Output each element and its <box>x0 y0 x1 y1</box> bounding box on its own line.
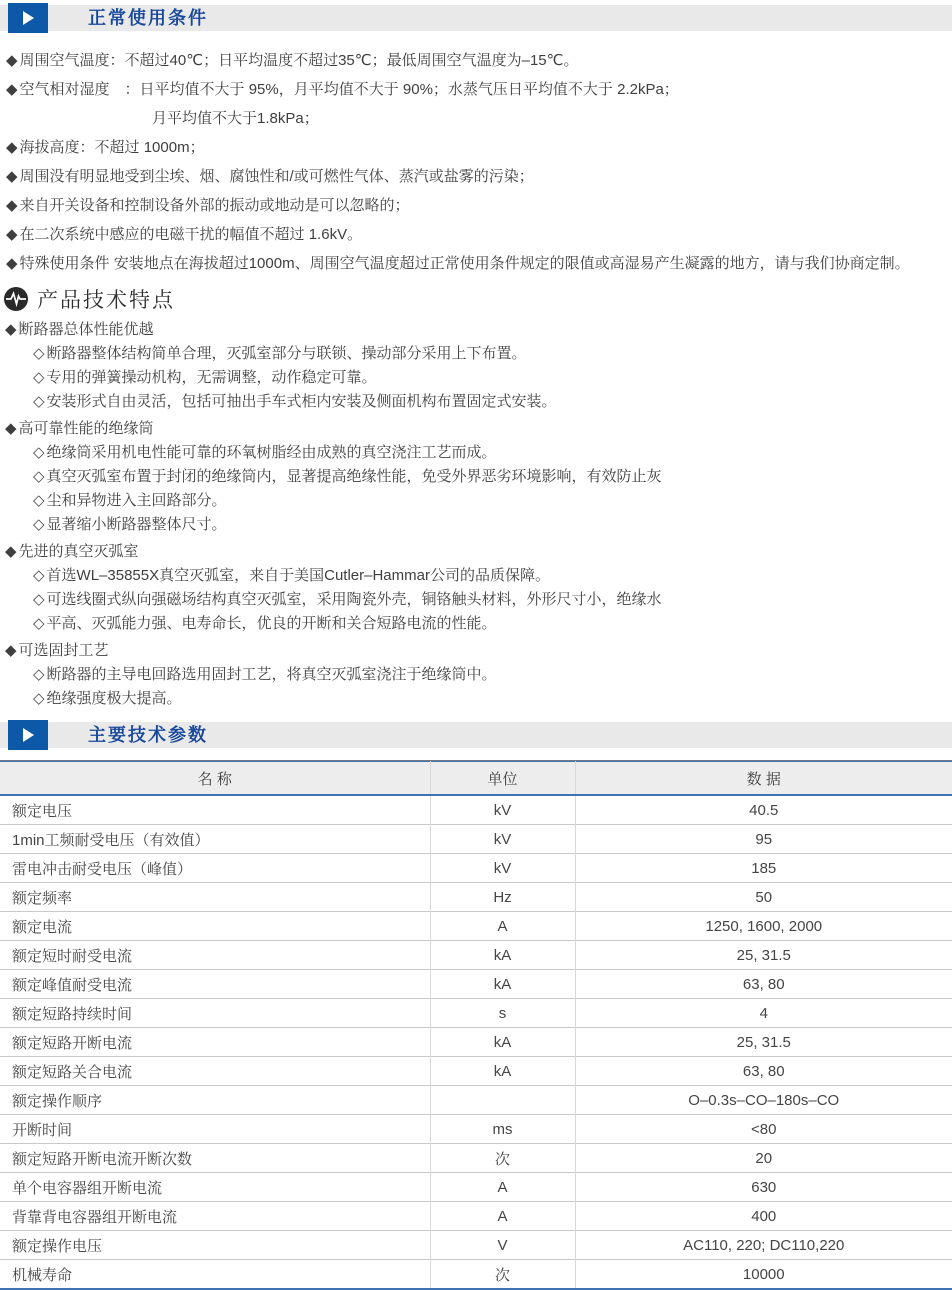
cell-data: 25, 31.5 <box>575 1028 952 1057</box>
cell-data: <80 <box>575 1115 952 1144</box>
feature-group-title: 断路器总体性能优越 <box>18 321 154 338</box>
cell-name: 单个电容器组开断电流 <box>0 1173 430 1202</box>
play-triangle-icon <box>23 11 34 25</box>
diamond-bullet-icon: ◆ <box>5 543 17 560</box>
condition-item <box>6 75 952 104</box>
cell-unit: kA <box>430 941 575 970</box>
table-row <box>0 1231 952 1260</box>
diamond-bullet-icon: ◆ <box>6 255 18 272</box>
condition-item <box>6 191 952 220</box>
table-row <box>0 1144 952 1173</box>
feature-point <box>5 489 952 513</box>
cell-unit: 次 <box>430 1144 575 1173</box>
table-row <box>0 1260 952 1290</box>
cell-name: 1min工频耐受电压（有效值） <box>0 825 430 854</box>
table-row <box>0 825 952 854</box>
section-title: 主要技术参数 <box>88 725 208 745</box>
col-header-data: 数 据 <box>575 762 952 796</box>
open-diamond-bullet-icon: ◇ <box>33 690 45 707</box>
feature-group-heading <box>5 318 952 342</box>
cell-unit: kA <box>430 1057 575 1086</box>
cell-unit: V <box>430 1231 575 1260</box>
cell-name: 背靠背电容器组开断电流 <box>0 1202 430 1231</box>
cell-unit: s <box>430 999 575 1028</box>
feature-point-text: 断路器的主导电回路选用固封工艺，将真空灭弧室浇注于绝缘筒中。 <box>46 666 497 683</box>
cell-unit: A <box>430 1202 575 1231</box>
condition-text: 周围空气温度：不超过40℃；日平均温度不超过35℃；最低周围空气温度为–15℃。 <box>19 52 579 69</box>
feature-point-text: 绝缘筒采用机电性能可靠的环氧树脂经由成熟的真空浇注工艺而成。 <box>46 444 497 461</box>
tech-params-table <box>0 761 952 1290</box>
diamond-bullet-icon: ◆ <box>6 52 18 69</box>
play-icon-box <box>8 720 48 750</box>
cell-data: 185 <box>575 854 952 883</box>
cell-unit: kA <box>430 1028 575 1057</box>
col-header-name: 名 称 <box>0 762 430 796</box>
condition-text: 来自开关设备和控制设备外部的振动或地动是可以忽略的； <box>19 197 410 214</box>
cell-data: 40.5 <box>575 795 952 825</box>
condition-item <box>6 133 952 162</box>
feature-point <box>5 441 952 465</box>
feature-point-text: 断路器整体结构简单合理，灭弧室部分与联锁、操动部分采用上下布置。 <box>46 345 527 362</box>
feature-point-text: 专用的弹簧操动机构，无需调整，动作稳定可靠。 <box>46 369 377 386</box>
feature-point <box>5 663 952 687</box>
cell-name: 额定短路开断电流开断次数 <box>0 1144 430 1173</box>
table-row <box>0 1173 952 1202</box>
table-row <box>0 1086 952 1115</box>
cell-name: 开断时间 <box>0 1115 430 1144</box>
feature-point-text: 安装形式自由灵活，包括可抽出手车式柜内安装及侧面机构布置固定式安装。 <box>46 393 557 410</box>
cell-unit: ms <box>430 1115 575 1144</box>
feature-point-text: 平高、灭弧能力强、电寿命长，优良的开断和关合短路电流的性能。 <box>46 615 497 632</box>
table-row <box>0 999 952 1028</box>
condition-item <box>6 249 952 278</box>
cell-unit: kA <box>430 970 575 999</box>
pulse-icon <box>3 286 29 312</box>
condition-item <box>6 104 952 133</box>
cell-name: 额定短路持续时间 <box>0 999 430 1028</box>
table-row <box>0 1115 952 1144</box>
feature-point <box>5 366 952 390</box>
cell-name: 额定峰值耐受电流 <box>0 970 430 999</box>
cell-unit: A <box>430 912 575 941</box>
open-diamond-bullet-icon: ◇ <box>33 345 45 362</box>
feature-group-heading <box>5 417 952 441</box>
table-row <box>0 1202 952 1231</box>
open-diamond-bullet-icon: ◇ <box>33 369 45 386</box>
play-icon-box <box>8 3 48 33</box>
feature-point <box>5 342 952 366</box>
diamond-bullet-icon: ◆ <box>6 197 18 214</box>
diamond-bullet-icon: ◆ <box>5 642 17 659</box>
condition-text: 周围没有明显地受到尘埃、烟、腐蚀性和/或可燃性气体、蒸汽或盐雾的污染； <box>19 168 534 185</box>
conditions-list <box>0 33 952 278</box>
diamond-bullet-icon: ◆ <box>5 321 17 338</box>
diamond-bullet-icon: ◆ <box>6 168 18 185</box>
cell-name: 额定电流 <box>0 912 430 941</box>
open-diamond-bullet-icon: ◇ <box>33 666 45 683</box>
diamond-bullet-icon: ◆ <box>5 420 17 437</box>
cell-name: 额定短路关合电流 <box>0 1057 430 1086</box>
feature-point <box>5 612 952 636</box>
cell-unit: Hz <box>430 883 575 912</box>
cell-data: 630 <box>575 1173 952 1202</box>
table-row <box>0 854 952 883</box>
condition-text: 在二次系统中感应的电磁干扰的幅值不超过 1.6kV。 <box>19 226 363 243</box>
cell-data: 1250, 1600, 2000 <box>575 912 952 941</box>
cell-unit: kV <box>430 795 575 825</box>
section-title: 产品技术特点 <box>37 289 175 312</box>
table-row <box>0 941 952 970</box>
feature-point <box>5 687 952 711</box>
diamond-bullet-icon: ◆ <box>6 139 18 156</box>
open-diamond-bullet-icon: ◇ <box>33 516 45 533</box>
feature-point-text: 首选WL–35855X真空灭弧室，来自于美国Cutler–Hammar公司的品质保障。 <box>46 567 550 584</box>
section-header-normal-use-conditions <box>0 3 952 33</box>
condition-item <box>6 46 952 75</box>
cell-name: 额定操作电压 <box>0 1231 430 1260</box>
feature-point-text: 真空灭弧室布置于封闭的绝缘筒内，显著提高绝缘性能，免受外界恶劣环境影响，有效防止灰 <box>46 468 662 485</box>
cell-data: 4 <box>575 999 952 1028</box>
table-row <box>0 795 952 825</box>
cell-unit: kV <box>430 854 575 883</box>
open-diamond-bullet-icon: ◇ <box>33 567 45 584</box>
tech-params-table-wrap <box>0 760 952 1290</box>
section-title: 正常使用条件 <box>88 8 208 28</box>
open-diamond-bullet-icon: ◇ <box>33 393 45 410</box>
feature-point <box>5 390 952 414</box>
cell-data: AC110, 220; DC110,220 <box>575 1231 952 1260</box>
feature-point-text: 可选线圈式纵向强磁场结构真空灭弧室，采用陶瓷外壳，铜铬触头材料，外形尺寸小，绝缘水 <box>46 591 662 608</box>
open-diamond-bullet-icon: ◇ <box>33 591 45 608</box>
feature-point-text: 尘和异物进入主回路部分。 <box>46 492 227 509</box>
cell-unit <box>430 1086 575 1115</box>
table-header-row <box>0 762 952 796</box>
cell-name: 额定电压 <box>12 802 73 820</box>
open-diamond-bullet-icon: ◇ <box>33 444 45 461</box>
cell-name: 额定操作顺序 <box>0 1086 430 1115</box>
cell-data: 95 <box>575 825 952 854</box>
diamond-bullet-icon: ◆ <box>6 81 18 98</box>
feature-point <box>5 588 952 612</box>
table-row <box>0 912 952 941</box>
condition-item <box>6 220 952 249</box>
cell-unit: kV <box>430 825 575 854</box>
cell-data: O–0.3s–CO–180s–CO <box>575 1086 952 1115</box>
diamond-bullet-icon: ◆ <box>6 226 18 243</box>
condition-item <box>6 162 952 191</box>
cell-name: 机械寿命 <box>0 1260 430 1290</box>
cell-data: 10000 <box>575 1260 952 1290</box>
feature-point-text: 绝缘强度极大提高。 <box>46 690 182 707</box>
cell-data: 50 <box>575 883 952 912</box>
cell-data: 63, 80 <box>575 1057 952 1086</box>
feature-group-heading <box>5 639 952 663</box>
section-header-main-parameters <box>0 720 952 750</box>
condition-text: 特殊使用条件 安装地点在海拔超过1000m、周围空气温度超过正常使用条件规定的限值或高湿易产生凝露的地方，请与我们协商定制。 <box>19 255 910 272</box>
play-triangle-icon <box>23 728 34 742</box>
table-row <box>0 883 952 912</box>
feature-group-title: 高可靠性能的绝缘筒 <box>18 420 154 437</box>
feature-point <box>5 465 952 489</box>
cell-data: 63, 80 <box>575 970 952 999</box>
section-header-product-features <box>3 284 952 314</box>
open-diamond-bullet-icon: ◇ <box>33 615 45 632</box>
feature-group-heading <box>5 540 952 564</box>
feature-point-text: 显著缩小断路器整体尺寸。 <box>46 516 227 533</box>
condition-text: 海拔高度：不超过 1000m； <box>19 139 205 156</box>
cell-name: 额定短时耐受电流 <box>0 941 430 970</box>
table-row <box>0 1028 952 1057</box>
feature-point <box>5 513 952 537</box>
cell-unit: 次 <box>430 1260 575 1290</box>
features-list <box>0 318 952 711</box>
open-diamond-bullet-icon: ◇ <box>33 492 45 509</box>
condition-text: 月平均值不大于1.8kPa； <box>152 110 319 127</box>
cell-unit: A <box>430 1173 575 1202</box>
table-row <box>0 970 952 999</box>
table-row <box>0 1057 952 1086</box>
condition-text: 空气相对湿度 ：日平均值不大于 95%，月平均值不大于 90%；水蒸气压日平均值不大于 2.2kPa； <box>19 81 679 98</box>
open-diamond-bullet-icon: ◇ <box>33 468 45 485</box>
cell-data: 20 <box>575 1144 952 1173</box>
cell-data: 400 <box>575 1202 952 1231</box>
feature-group-title: 先进的真空灭弧室 <box>18 543 139 560</box>
cell-data: 25, 31.5 <box>575 941 952 970</box>
cell-name: 额定频率 <box>0 883 430 912</box>
feature-point <box>5 564 952 588</box>
cell-name: 额定短路开断电流 <box>0 1028 430 1057</box>
col-header-unit: 单位 <box>430 762 575 796</box>
feature-group-title: 可选固封工艺 <box>18 642 109 659</box>
cell-name: 雷电冲击耐受电压（峰值） <box>0 854 430 883</box>
